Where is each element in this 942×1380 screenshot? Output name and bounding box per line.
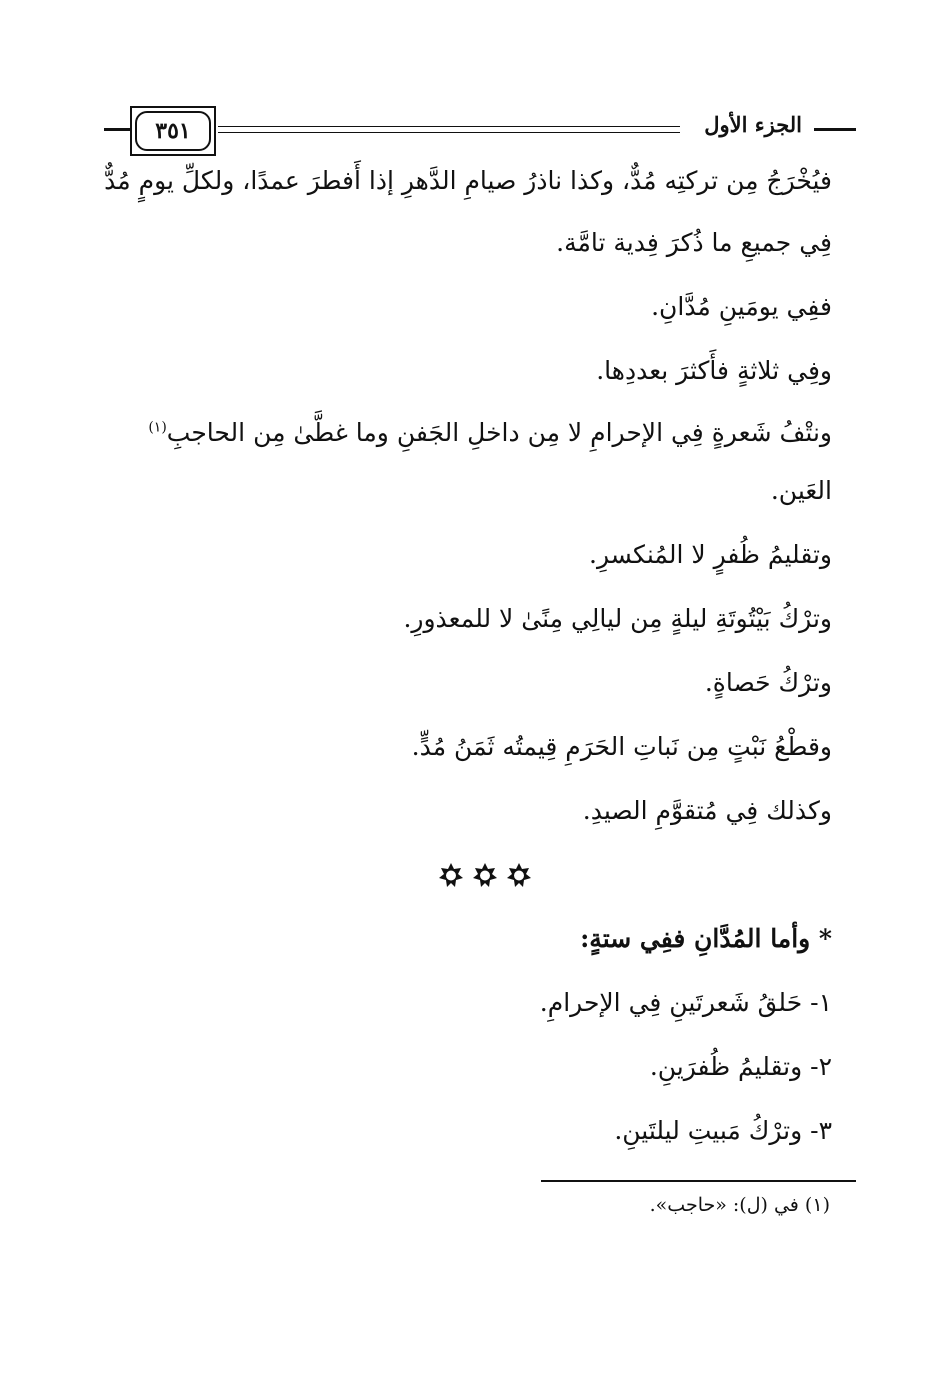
star-ornament-icon: [506, 862, 532, 888]
paragraph-8: وقطْعُ نَبْتٍ مِن نَباتِ الحَرَمِ قِيمتُه ثَمَنُ مُدٍّ.: [411, 732, 832, 761]
star-ornament-icon: [438, 862, 464, 888]
footnote: (١) في (ل): «حاجب».: [649, 1194, 830, 1216]
paragraph-2: ففِي يومَينِ مُدَّانِ.: [651, 292, 832, 321]
list-item-2: ٢- وتقليمُ ظُفرَينِ.: [649, 1052, 832, 1081]
paragraph-7: وترْكُ حَصاةٍ.: [704, 668, 832, 697]
paragraph-6: وترْكُ بَيْتُوتَةِ ليلةٍ مِن ليالِي مِنًىٰ لا للمعذورِ.: [403, 604, 832, 633]
header-dash-right: [814, 128, 856, 131]
section-divider: [438, 862, 538, 892]
header-dash-left: [104, 128, 130, 131]
star-ornament-icon: [472, 862, 498, 888]
list-item-3: ٣- وترْكُ مَبيتِ ليلتَينِ.: [614, 1116, 832, 1145]
subheading: * وأما المُدَّانِ ففِي ستةٍ:: [580, 924, 832, 953]
list-item-1: ١- حَلقُ شَعرتَينِ فِي الإحرامِ.: [539, 988, 832, 1017]
paragraph-1-line-2: فِي جميعِ ما ذُكرَ فِدية تامَّة.: [556, 228, 832, 257]
header-title: الجزء الأول: [704, 112, 802, 137]
footnote-marker[interactable]: (١): [148, 419, 167, 436]
paragraph-4-line-1: [148, 418, 832, 448]
page-number: ٣٥١: [135, 111, 211, 151]
paragraph-5: وتقليمُ ظُفرٍ لا المُنكسرِ.: [589, 540, 832, 569]
footnote-rule: [541, 1180, 856, 1182]
page-number-box: [130, 106, 216, 156]
paragraph-9: وكذلك فِي مُتقوَّمِ الصيدِ.: [582, 796, 832, 825]
paragraph-4-text: ونتْفُ شَعرةٍ فِي الإحرامِ لا مِن داخلِ الجَفنِ وما غطَّىٰ مِن الحاجبِ: [166, 418, 832, 447]
header-rule: [218, 126, 680, 133]
paragraph-4-line-2: العَين.: [770, 476, 832, 505]
paragraph-3: وفِي ثلاثةٍ فأَكثرَ بعددِها.: [596, 356, 832, 385]
paragraph-1-line-1: فيُخْرَجُ مِن تركتِه مُدٌّ، وكذا ناذرُ صيامِ الدَّهرِ إذا أَفطرَ عمدًا، ولكلِّ يومٍ مُدٌّ: [104, 166, 832, 195]
